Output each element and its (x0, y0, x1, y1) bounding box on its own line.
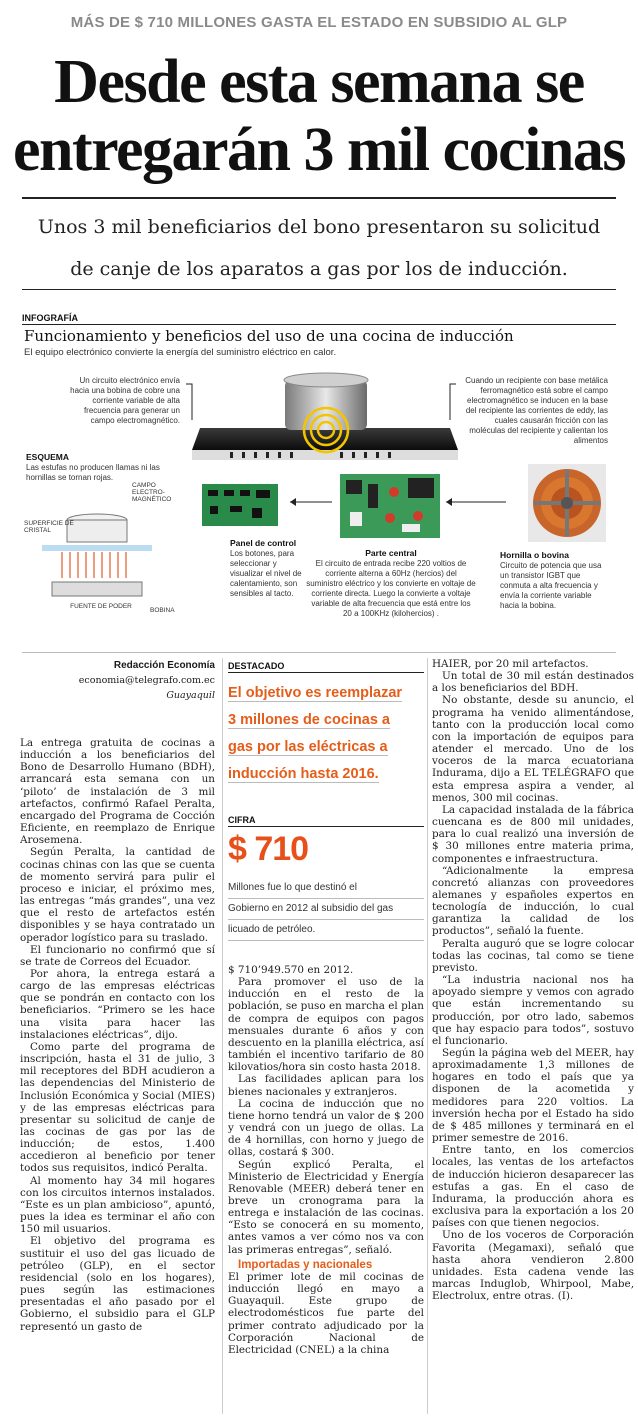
paragraph: Al momento hay 34 mil hogares con los circuitos internos instalados. “Este es un plan ambicioso”, apuntó, pues la idea es terminar el año con 150 mil usuarios. (20, 1174, 215, 1236)
hornilla-block (500, 550, 612, 611)
paragraph: La cocina de inducción que no tiene horno tendrá un valor de $ 200 y vendrá con un juego de ollas. La de 4 hornillas, con horno y juego de ollas, costará $ 300. (228, 1097, 424, 1159)
infographic-label: INFOGRAFÍA (22, 313, 78, 323)
paragraph: Según Peralta, la cantidad de cocinas chinas con las que se cuenta de momento servirá para pulir el proceso e iniciar, el próximo mes, las entregas “más grandes”, una vez que el resto de artefactos estén disponibles y se haya contratado un operador logístico para su traslado. (20, 846, 215, 944)
paragraph: Para promover el uso de la inducción en el resto de la población, se puso en marcha el plan de compra de equipos con pagos mensuales durante 6 años y con descuento en la planilla eléctrica, así también el incentivo tarifario de 80 kilovatios/hora sin costo hasta 2018. (228, 976, 424, 1074)
destacado-line: El objetivo es reemplazar (228, 685, 403, 701)
cifra-line: Millones fue lo que destinó el (228, 878, 424, 899)
divider (22, 324, 616, 325)
destacado-line: inducción hasta 2016. (228, 766, 379, 782)
paragraph: Como parte del programa de inscripción, hasta el 31 de julio, 3 mil receptores del BDH acudieron a las dependencias del Ministerio de Inclusión Económica y Social (MIES) y de las empresas eléctricas para presentar su solicitud de canje de las cocinas de gas por las de inducción; de estos, 1.400 accedieron al beneficio por tener todos sus requisitos, indicó Peralta. (20, 1040, 215, 1175)
subheading: Importadas y nacionales (238, 1258, 373, 1271)
divider (22, 652, 616, 653)
destacado-line: gas por las eléctricas a (228, 739, 388, 755)
paragraph: “La industria nacional nos ha apoyado siempre y vemos con agrado que están incrementando su producción, por otro lado, sabemos que hay espacio para todos”, sostuvo el funcionario. (432, 974, 634, 1047)
paragraph: La capacidad instalada de la fábrica cuencana es de 800 mil unidades, para lo cual realizó una inversión de $ 30 millones entre materia prima, componentes e infraestructura. (432, 803, 634, 865)
paragraph: La entrega gratuita de cocinas a inducción a los beneficiarios del Bono de Desarrollo Humano (BDH), arrancará esta semana con un ‘piloto’ de instalación de 3 mil artefactos, confirmó Rafael Peralta, encargado del Programa de Cocción Eficiente, en reemplazo de Enrique Arosemena. (20, 737, 215, 847)
esquema-text: Las estufas no producen llamas ni las hornillas se tornan rojas. (26, 463, 160, 482)
infographic-title: Funcionamiento y beneficios del uso de una cocina de inducción (24, 327, 514, 345)
destacado-quote (228, 680, 424, 788)
hornilla-title: Hornilla o bovina (500, 550, 569, 560)
byline-email[interactable]: economia@telegrafo.com.ec (78, 675, 215, 686)
fuente-label: FUENTE DE PODER (70, 603, 132, 610)
headline-line-1: Desde esta semana se (54, 48, 584, 116)
divider (22, 289, 616, 290)
campo-label: CAMPO ELECTRO-MAGNÉTICO (132, 482, 172, 503)
byline (20, 658, 215, 703)
cifra-line: licuado de petróleo. (228, 920, 424, 941)
superficie-label: SUPERFICIE DE CRISTAL (24, 520, 74, 534)
cifra-label: CIFRA (228, 815, 256, 825)
paragraph: El primer lote de mil cocinas de inducción llegó en mayo a Guayaquil. Este grupo de electrodomésticos fue parte del primer contrato adjudicado por la Corporación Nacional de Electricidad (CNEL) a la china (228, 1270, 424, 1356)
article-column-2 (228, 964, 424, 1414)
parte-central-block (306, 548, 476, 619)
paragraph: HAIER, por 20 mil artefactos. (432, 658, 589, 670)
cifra-value: $ 710 (228, 830, 309, 868)
paragraph: Peralta auguró que se logre colocar todas las cocinas, tal como se tiene previsto. (432, 937, 634, 974)
infographic-subtitle: El equipo electrónico convierte la energía del suministro eléctrico en calor. (24, 347, 337, 358)
paragraph: No obstante, desde su anuncio, el programa ha venido alimentándose, tanto con la producción local como con la importación de equipos para atender el mercado. Uno de los voceros de la marca ecuatoriana Indurama, dijo a EL TELÉGRAFO que esta empresa aspira a vender, al menos, 300 mil cocinas. (432, 694, 634, 804)
esquema-diagram (22, 490, 182, 620)
panel-control-title: Panel de control (230, 538, 297, 548)
esquema-title: ESQUEMA (26, 452, 69, 462)
divider (228, 672, 424, 673)
paragraph: El funcionario no confirmó que sí se trate de Correos del Ecuador. (20, 943, 215, 968)
hornilla-text: Circuito de potencia que usa un transistor IGBT que conmuta a alta frecuencia y envía la corriente variable hacia la bobina. (500, 561, 602, 610)
bobina-label: BOBINA (150, 607, 175, 614)
paragraph: Un total de 30 mil están destinados a los beneficiarios del BDH. (432, 670, 634, 695)
byline-city: Guayaquil (166, 690, 215, 701)
paragraph: Uno de los voceros de Corporación Favorita (Megamaxi), señaló que hasta ahora vendieron 2.800 unidades. Esta cadena vende las marcas Induglob, Whirpool, Mabe, Electrolux, entre otras. (I). (432, 1229, 634, 1303)
parte-central-text: El circuito de entrada recibe 220 voltios de corriente alterna a 60Hz (hercios) del suministro eléctrico y los convierte en voltaje de corriente directa. Luego la convierte a voltaje variable de alta frecuencia que está entre los 20 a 100KHz (kilohercios) . (306, 559, 476, 618)
divider (22, 197, 616, 199)
paragraph: Según la página web del MEER, hay aproximadamente 1,3 millones de hogares en todo el país que ya disponen de la acometida y medidores para 220 voltios. La inversión hecha por el Estado ha sido de $ 485 millones y terminará en el primer semestre de 2016. (432, 1047, 634, 1145)
infographic-right-note: Cuando un recipiente con base metálica ferromagnético está sobre el campo electromagnético se inducen en la base del recipiente las corrientes de eddy, las cuales causarán fricción con las moléculas del recipiente y calientan los alimentos (465, 376, 608, 445)
paragraph: Por ahora, la entrega estará a cargo de las empresas eléctricas que se pondrán en contacto con los beneficiarios. “Primero se les hace una visita para hacer las instalaciones eléctricas”, dijo. (20, 967, 215, 1041)
column-divider (427, 658, 428, 1414)
paragraph: Entre tanto, en los comercios locales, las ventas de los artefactos de inducción hicieron desaparecer las estufas a gas. En el caso de Indurama, la producción ahora es exclusiva para la exportación a los 20 países con que tienen negocios. (432, 1144, 634, 1230)
paragraph: Las facilidades aplican para los bienes nacionales y extranjeros. (228, 1073, 424, 1098)
paragraph: “Adicionalmente la empresa concretó alianzas con proveedores alemanes y españoles expertos en tecnología de inducción, lo cual garantiza la calidad de los productos”, señaló la fuente. (432, 864, 634, 938)
cifra-text (228, 878, 424, 941)
esquema-block (26, 452, 176, 483)
headline (10, 48, 628, 184)
infographic-left-note: Un circuito electrónico envía hacia una bobina de cobre una corriente variable de alta frecuencia para generar un campo electromagnético. (70, 376, 180, 425)
paragraph: Según explicó Peralta, el Ministerio de Electricidad y Energía Renovable (MEER) deberá tener en breve un cronograma para la entrega e instalación de las cocinas. “Esto se conocerá en su momento, antes vamos a ver cómo nos va con las primeras entregas”, señaló. (228, 1158, 424, 1256)
article-column-3 (432, 658, 634, 1414)
kicker: MÁS DE $ 710 MILLONES GASTA EL ESTADO EN SUBSIDIO AL GLP (70, 14, 568, 31)
column-divider (222, 658, 223, 1414)
divider (228, 826, 424, 827)
headline-line-2: entregarán 3 mil cocinas (12, 116, 626, 184)
byline-name: Redacción Economía (113, 660, 215, 671)
cifra-line: Gobierno en 2012 al subsidio del gas (228, 899, 424, 920)
paragraph: $ 710’949.570 en 2012. (228, 964, 354, 976)
infographic-connectors (186, 380, 626, 530)
parte-central-title: Parte central (365, 548, 417, 558)
destacado-label: DESTACADO (228, 661, 285, 671)
deck-line-1: Unos 3 mil beneficiarios del bono presentaron su solicitud (37, 216, 601, 238)
panel-control-block (230, 538, 302, 599)
destacado-line: 3 millones de cocinas a (228, 712, 390, 728)
deck (22, 206, 616, 290)
panel-control-text: Los botones, para seleccionar y visualizar el nivel de calentamiento, son sensibles al tacto. (230, 549, 302, 598)
deck-line-2: de canje de los aparatos a gas por los de inducción. (70, 258, 568, 280)
article-column-1 (20, 737, 215, 1417)
paragraph: El objetivo del programa es sustituir el uso del gas licuado de petróleo (GLP), en el sector residencial (solo en los hogares), pues según las estimaciones presentadas el año pasado por el Gobierno, el subsidio para el GLP representó un gasto de (20, 1235, 215, 1333)
